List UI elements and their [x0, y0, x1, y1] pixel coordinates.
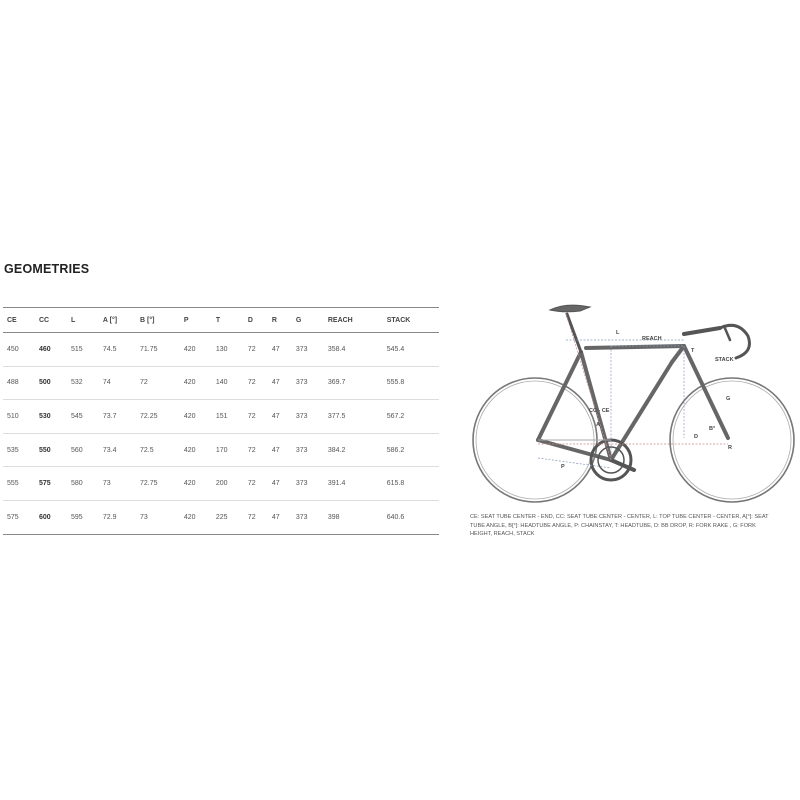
cell-p: 420 [180, 366, 212, 400]
cell-reach: 398 [324, 500, 383, 534]
geometry-table [3, 307, 439, 535]
cell-cc: 460 [35, 333, 67, 367]
cell-ce: 488 [3, 366, 35, 400]
cell-b: 72.25 [136, 400, 180, 434]
cell-r: 47 [268, 467, 292, 501]
cell-b: 72 [136, 366, 180, 400]
cell-g: 373 [292, 366, 324, 400]
header-stack: STACK [383, 308, 439, 333]
cell-t: 200 [212, 467, 244, 501]
cell-b: 72.5 [136, 433, 180, 467]
table-row [3, 366, 439, 400]
cell-p: 420 [180, 500, 212, 534]
cell-cc: 575 [35, 467, 67, 501]
cell-cc: 530 [35, 400, 67, 434]
cell-b: 71.75 [136, 333, 180, 367]
header-reach: REACH [324, 308, 383, 333]
label-reach: REACH [642, 336, 662, 342]
cell-a: 73.7 [99, 400, 136, 434]
cell-t: 140 [212, 366, 244, 400]
bike-frame [538, 346, 731, 460]
label-cc-ce: CC - CE [589, 408, 610, 414]
cell-d: 72 [244, 366, 268, 400]
cell-d: 72 [244, 500, 268, 534]
cell-g: 373 [292, 467, 324, 501]
label-stack: STACK [715, 357, 734, 363]
cell-t: 170 [212, 433, 244, 467]
header-p: P [180, 308, 212, 333]
cell-cc: 500 [35, 366, 67, 400]
header-t: T [212, 308, 244, 333]
cell-g: 373 [292, 433, 324, 467]
cell-ce: 555 [3, 467, 35, 501]
label-g: G [726, 396, 731, 402]
cell-b: 72.75 [136, 467, 180, 501]
cell-ce: 450 [3, 333, 35, 367]
label-d: D [694, 434, 698, 440]
cell-stack: 586.2 [383, 433, 439, 467]
cell-b: 73 [136, 500, 180, 534]
geometry-legend-caption: CE: SEAT TUBE CENTER - END, CC: SEAT TUBE CENTER - CENTER, L: TOP TUBE CENTER - CENTER, A[°]: SEAT TUBE ANGLE, B[°]: HEADTUBE ANGLE, P: CHAINSTAY, T: HEADTUBE, D: BB DROP, R: FORK RAKE , G: FORK HEIGHT, REACH, STACK [470, 514, 769, 538]
cell-l: 560 [67, 433, 99, 467]
label-p: P [561, 464, 565, 470]
cell-a: 73 [99, 467, 136, 501]
label-r: R [728, 445, 732, 451]
header-a: A [°] [99, 308, 136, 333]
cell-stack: 545.4 [383, 333, 439, 367]
cell-d: 72 [244, 400, 268, 434]
cell-p: 420 [180, 433, 212, 467]
cell-l: 580 [67, 467, 99, 501]
cell-d: 72 [244, 433, 268, 467]
cell-cc: 600 [35, 500, 67, 534]
header-b: B [°] [136, 308, 180, 333]
cell-reach: 358.4 [324, 333, 383, 367]
label-t: T [691, 348, 695, 354]
cell-a: 73.4 [99, 433, 136, 467]
front-wheel [670, 378, 794, 502]
cell-p: 420 [180, 333, 212, 367]
cell-d: 72 [244, 333, 268, 367]
cell-stack: 567.2 [383, 400, 439, 434]
cell-stack: 615.8 [383, 467, 439, 501]
header-r: R [268, 308, 292, 333]
cell-reach: 369.7 [324, 366, 383, 400]
cell-t: 151 [212, 400, 244, 434]
cell-a: 74.5 [99, 333, 136, 367]
header-d: D [244, 308, 268, 333]
cell-ce: 510 [3, 400, 35, 434]
header-l: L [67, 308, 99, 333]
cell-g: 373 [292, 400, 324, 434]
table-header-row [3, 308, 439, 333]
cell-reach: 377.5 [324, 400, 383, 434]
label-b: B° [709, 426, 716, 432]
cell-t: 225 [212, 500, 244, 534]
cell-a: 74 [99, 366, 136, 400]
cell-ce: 535 [3, 433, 35, 467]
cell-l: 532 [67, 366, 99, 400]
cell-a: 72.9 [99, 500, 136, 534]
table-row [3, 500, 439, 534]
label-l: L [616, 330, 620, 336]
cell-g: 373 [292, 333, 324, 367]
table-row [3, 433, 439, 467]
cell-ce: 575 [3, 500, 35, 534]
cell-g: 373 [292, 500, 324, 534]
cell-reach: 391.4 [324, 467, 383, 501]
cell-p: 420 [180, 467, 212, 501]
table-row [3, 333, 439, 367]
cell-cc: 550 [35, 433, 67, 467]
header-ce: CE [3, 308, 35, 333]
header-g: G [292, 308, 324, 333]
cell-p: 420 [180, 400, 212, 434]
cell-t: 130 [212, 333, 244, 367]
cell-r: 47 [268, 366, 292, 400]
cell-r: 47 [268, 400, 292, 434]
page-title: GEOMETRIES [4, 262, 90, 276]
cell-d: 72 [244, 467, 268, 501]
label-a: A [596, 422, 600, 428]
table-row [3, 400, 439, 434]
cell-r: 47 [268, 500, 292, 534]
header-cc: CC [35, 308, 67, 333]
cell-l: 595 [67, 500, 99, 534]
cell-r: 47 [268, 433, 292, 467]
cell-l: 545 [67, 400, 99, 434]
cell-reach: 384.2 [324, 433, 383, 467]
cell-stack: 640.6 [383, 500, 439, 534]
bike-geometry-diagram [466, 296, 800, 506]
cockpit-and-saddle [550, 305, 750, 358]
cell-l: 515 [67, 333, 99, 367]
cell-r: 47 [268, 333, 292, 367]
table-row [3, 467, 439, 501]
cell-stack: 555.8 [383, 366, 439, 400]
